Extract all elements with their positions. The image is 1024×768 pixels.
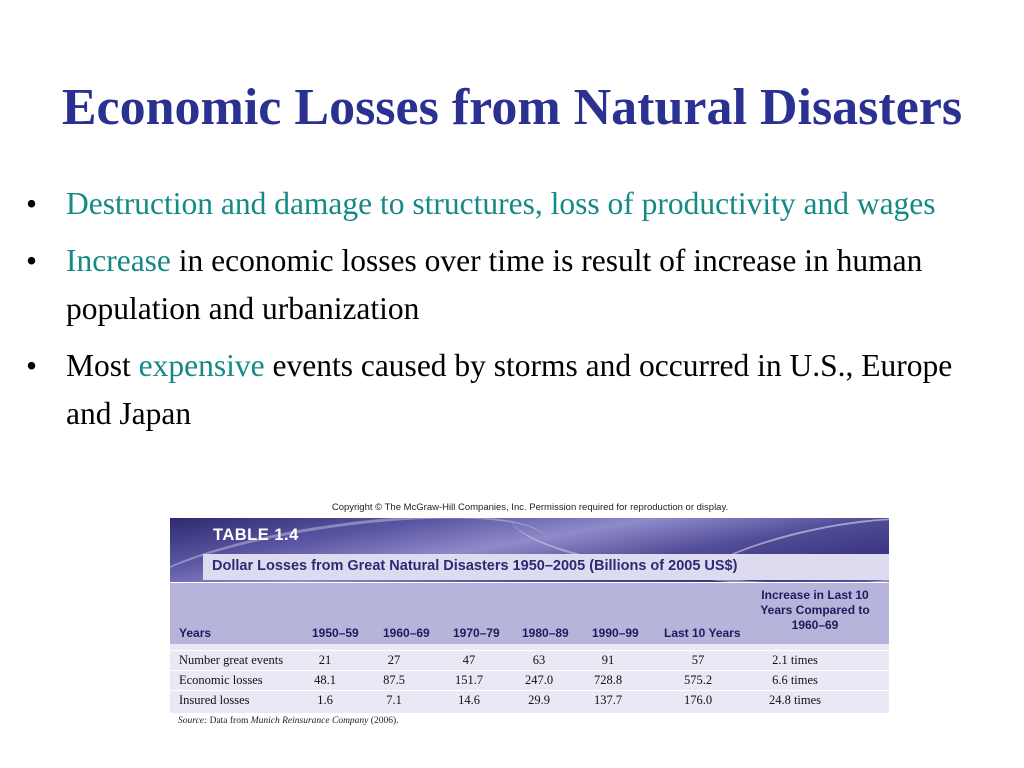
row-label: Insured losses	[179, 693, 250, 707]
disaster-losses-table	[170, 518, 889, 713]
source-text: Data from	[207, 716, 251, 726]
table-cell: 728.8	[593, 673, 623, 687]
copyright-notice: Copyright © The McGraw-Hill Companies, Inc. Permission required for reproduction or display.	[331, 502, 729, 513]
table-source-note	[178, 716, 398, 726]
table-cell: 27	[387, 653, 401, 667]
source-label: Source:	[178, 716, 208, 726]
bullet-item	[26, 237, 1001, 333]
slide-title: Economic Losses from Natural Disasters	[61, 79, 963, 136]
bullet-item	[26, 180, 1001, 228]
bullet-text: Most	[66, 348, 139, 383]
bullet-text: events caused by storms and occurred in U.S., Europe and Japan	[66, 348, 953, 431]
row-label: Economic losses	[179, 673, 263, 687]
bullet-dot: •	[26, 348, 38, 383]
table-cell: 151.7	[454, 673, 484, 687]
table-cell: 24.8 times	[768, 693, 822, 707]
column-header: Last 10 Years	[664, 626, 741, 640]
table-cell: 137.7	[593, 693, 623, 707]
column-header: 1950–59	[312, 626, 359, 640]
table-header-banner	[170, 518, 889, 582]
table-body	[170, 644, 889, 713]
table-cell: 91	[601, 653, 615, 667]
table-cell: 14.6	[458, 693, 480, 707]
table-cell: 7.1	[386, 693, 402, 707]
table-cell: 2.1 times	[772, 653, 818, 667]
column-header: 1990–99	[592, 626, 639, 640]
bullet-dot: •	[26, 243, 38, 278]
table-row	[170, 690, 889, 711]
table-cell: 575.2	[683, 673, 713, 687]
row-label: Number great events	[179, 653, 284, 667]
table-row	[170, 670, 889, 691]
table-row	[170, 650, 889, 671]
table-number-label: TABLE 1.4	[213, 526, 299, 544]
table-cell: 57	[691, 653, 705, 667]
column-header: Years	[179, 626, 212, 640]
table-subtitle-bar	[203, 554, 889, 580]
table-cell: 6.6 times	[772, 673, 818, 687]
table-cell: 87.5	[383, 673, 405, 687]
table-cell: 48.1	[314, 673, 336, 687]
table-cell: 29.9	[528, 693, 550, 707]
table-cell: 1.6	[317, 693, 333, 707]
table-cell: 176.0	[683, 693, 713, 707]
bullet-text: Destruction and damage to structures, loss of productivity and wages	[66, 186, 936, 221]
source-year: (2006).	[368, 716, 399, 726]
column-header: 1960–69	[383, 626, 430, 640]
bullet-dot: •	[26, 186, 38, 221]
bullet-item	[26, 342, 1001, 438]
column-header: 1980–89	[522, 626, 569, 640]
bullet-text: Increase	[66, 243, 171, 278]
column-header: Increase in Last 10 Years Compared to 1960–69	[760, 588, 870, 632]
column-header: 1970–79	[453, 626, 500, 640]
source-organization: Munich Reinsurance Company	[250, 716, 369, 726]
table-cell: 21	[318, 653, 332, 667]
table-subtitle: Dollar Losses from Great Natural Disasters 1950–2005 (Billions of 2005 US$)	[212, 558, 738, 574]
table-cell: 247.0	[524, 673, 554, 687]
bullet-text: in economic losses over time is result of increase in human population and urbanization	[66, 243, 923, 326]
table-cell: 63	[532, 653, 546, 667]
bullet-text: expensive	[138, 348, 265, 383]
table-cell: 47	[462, 653, 476, 667]
bullet-list	[26, 180, 1001, 447]
